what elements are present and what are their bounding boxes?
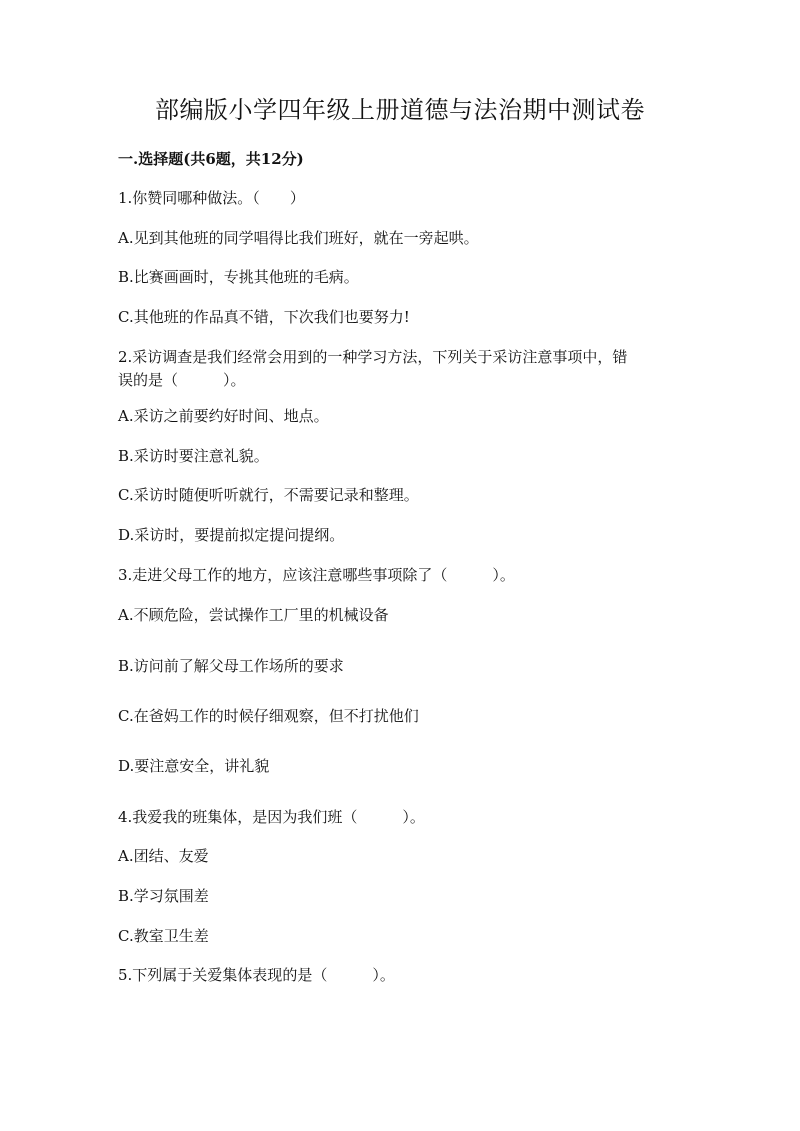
question-4-option-b: B.学习氛围差 [118, 887, 209, 905]
question-2-option-a: A.采访之前要约好时间、地点。 [118, 407, 329, 425]
question-2-option-d: D.采访时，要提前拟定提问提纲。 [118, 526, 345, 544]
question-2-option-b: B.采访时要注意礼貌。 [118, 447, 269, 465]
question-2-option-c: C.采访时随便听听就行，不需要记录和整理。 [118, 486, 419, 504]
question-3-option-d: D.要注意安全，讲礼貌 [118, 757, 270, 775]
question-4-stem: 4.我爱我的班集体，是因为我们班（ ）。 [118, 808, 425, 826]
question-3-option-b: B.访问前了解父母工作场所的要求 [118, 657, 344, 675]
question-3-option-c: C.在爸妈工作的时候仔细观察，但不打扰他们 [118, 707, 419, 725]
section-heading: 一.选择题(共6题，共12分) [118, 150, 304, 168]
page-title: 部编版小学四年级上册道德与法治期中测试卷 [155, 96, 645, 124]
question-1-option-a: A.见到其他班的同学唱得比我们班好，就在一旁起哄。 [118, 229, 479, 247]
question-1-option-c: C.其他班的作品真不错，下次我们也要努力! [118, 308, 410, 326]
question-1-option-b: B.比赛画画时，专挑其他班的毛病。 [118, 268, 359, 286]
question-1-stem: 1.你赞同哪种做法。（ ） [118, 189, 305, 207]
question-2-stem-line2: 误的是（ ）。 [118, 371, 246, 389]
question-4-option-a: A.团结、友爱 [118, 847, 209, 865]
question-5-stem: 5.下列属于关爱集体表现的是（ ）。 [118, 966, 395, 984]
question-4-option-c: C.教室卫生差 [118, 927, 209, 945]
question-3-stem: 3.走进父母工作的地方，应该注意哪些事项除了（ ）。 [118, 566, 515, 584]
question-3-option-a: A.不顾危险，尝试操作工厂里的机械设备 [118, 606, 389, 624]
question-2-stem-line1: 2.采访调查是我们经常会用到的一种学习方法，下列关于采访注意事项中，错 [118, 348, 628, 366]
